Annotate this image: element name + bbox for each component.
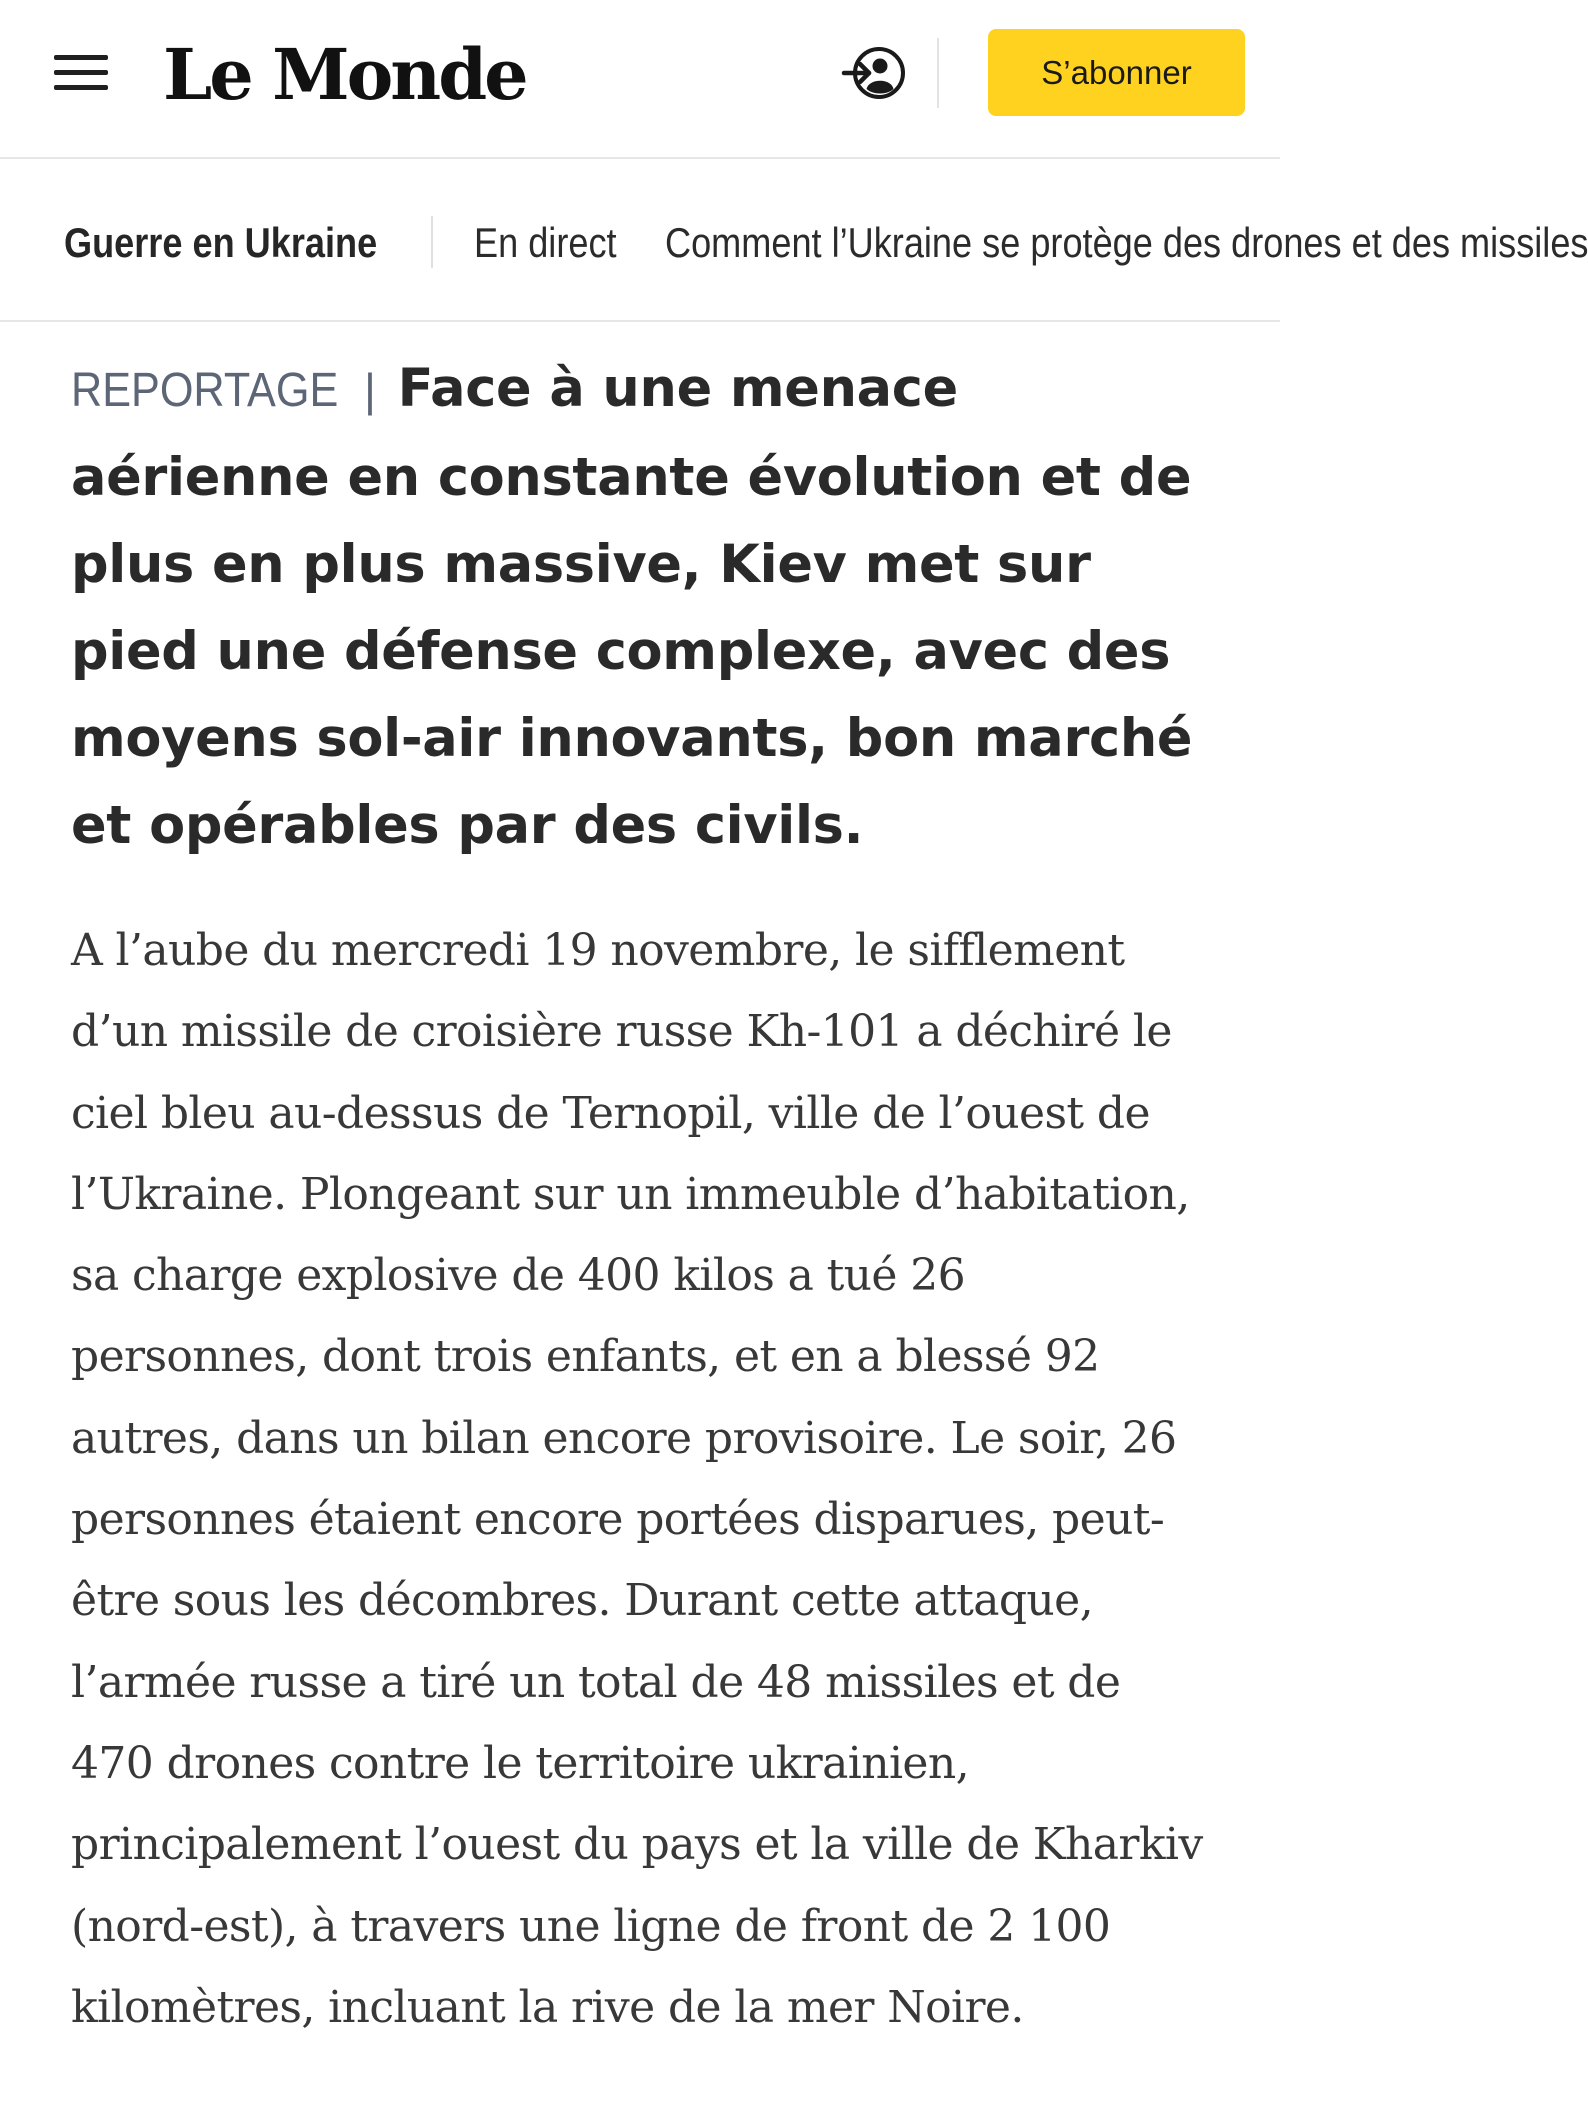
nav-item-article-link[interactable]: Comment l’Ukraine se protège des drones et des missiles bbox=[665, 219, 1588, 266]
kicker-separator: | bbox=[363, 364, 376, 416]
article-kicker: REPORTAGE bbox=[71, 364, 339, 417]
article bbox=[71, 345, 1211, 869]
subscribe-button[interactable]: S’abonner bbox=[988, 29, 1245, 116]
section-nav bbox=[0, 159, 1588, 322]
article-paragraph: A l’aube du mercredi 19 novembre, le sifflement d’un missile de croisière russe Kh-101 a déchiré le ciel bleu au-dessus de Ternopil, ville de l’ouest de l’Ukraine. Plongeant sur un immeuble d’habitation, sa charge explosive de 400 kilos a tué 26 personnes, dont trois enfants, et en a blessé 92 autres, dans un bilan encore provisoire. Le soir, 26 personnes étaient encore portées disparues, peut-être sous les décombres. Durant cette attaque, l’armée russe a tiré un total de 48 missiles et de 470 drones contre le territoire ukrainien, principalement l’ouest du pays et la ville de Kharkiv (nord-est), à travers une ligne de front de 2 100 kilomètres, incluant la rive de la mer Noire. bbox=[71, 925, 1203, 2033]
top-header bbox=[0, 0, 1280, 159]
nav-item-guerre-en-ukraine[interactable]: Guerre en Ukraine bbox=[64, 219, 378, 266]
le-monde-logo[interactable]: Le Monde bbox=[163, 33, 526, 116]
hamburger-menu-icon[interactable] bbox=[54, 53, 110, 93]
headline-text: Face à une menace aérienne en constante évolution et de plus en plus massive, Kiev met sur pied une défense complexe, avec des moyens sol-air innovants, bon marché et opérables par des civils. bbox=[71, 358, 1193, 856]
nav-separator bbox=[431, 216, 433, 268]
article-headline bbox=[71, 345, 1211, 869]
login-user-icon[interactable] bbox=[842, 43, 908, 103]
nav-item-en-direct[interactable]: En direct bbox=[474, 219, 617, 266]
header-divider bbox=[937, 38, 939, 108]
